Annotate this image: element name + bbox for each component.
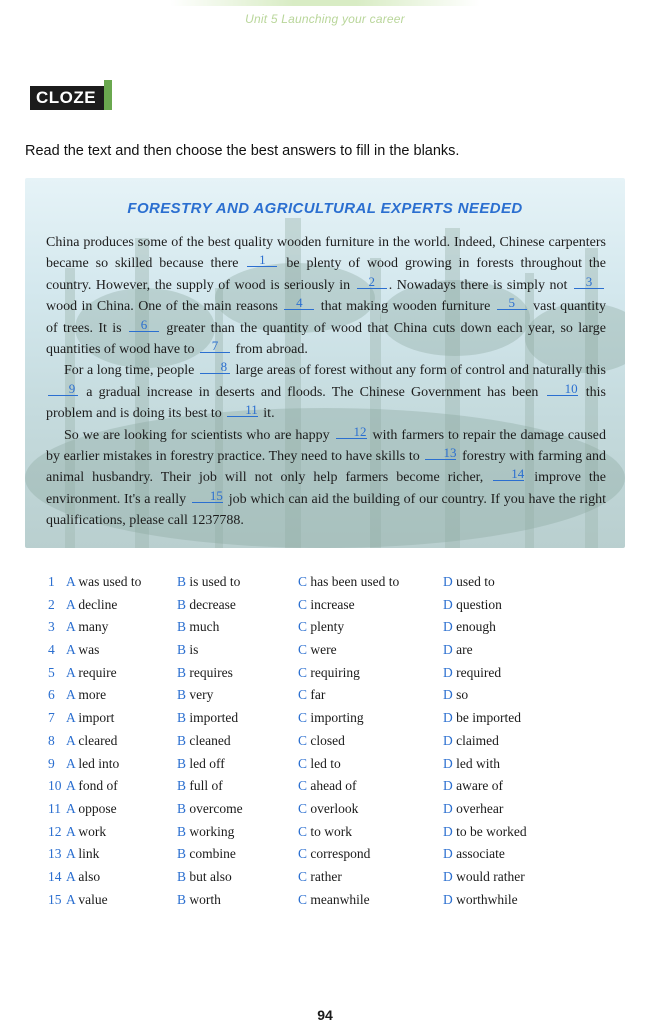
option-a[interactable] <box>66 824 106 840</box>
option-d[interactable] <box>443 801 503 817</box>
option-d[interactable] <box>443 687 468 703</box>
option-c[interactable] <box>298 642 337 658</box>
option-a[interactable] <box>66 869 100 885</box>
blank-4: 4 <box>284 297 314 310</box>
option-text: has been used to <box>310 574 400 589</box>
option-d[interactable] <box>443 869 525 885</box>
paragraph-2 <box>46 360 606 424</box>
option-letter: D <box>443 710 453 726</box>
option-letter: A <box>66 868 76 884</box>
option-letter: C <box>298 664 308 680</box>
option-text: value <box>78 891 108 907</box>
passage-body <box>46 232 606 532</box>
option-letter: B <box>177 732 187 748</box>
blank-13: 13 <box>425 447 456 460</box>
option-letter: D <box>443 596 453 612</box>
option-letter: B <box>177 642 187 658</box>
option-text: import <box>78 710 115 726</box>
option-letter: C <box>298 710 308 726</box>
question-number: 13 <box>48 846 62 862</box>
option-a[interactable] <box>66 778 118 794</box>
option-d[interactable] <box>443 756 500 772</box>
header-decoration <box>170 0 480 6</box>
option-text: were <box>310 642 337 658</box>
option-text: also <box>78 868 101 884</box>
option-text: be imported <box>456 710 521 726</box>
option-letter: B <box>177 868 187 884</box>
passage-text-segment: For a long time, people <box>64 363 195 379</box>
option-text: oppose <box>78 800 117 816</box>
blank-3: 3 <box>574 276 604 289</box>
option-b[interactable] <box>177 778 223 794</box>
option-c[interactable] <box>298 778 357 794</box>
option-b[interactable] <box>177 846 236 862</box>
option-text: led with <box>456 755 500 771</box>
passage-text-segment: . Nowadays there is simply not <box>388 277 568 293</box>
option-text: full of <box>189 778 223 794</box>
passage-text-segment: So we are looking for scientists who are happy <box>64 427 330 443</box>
option-letter: D <box>443 778 453 794</box>
option-text: overlook <box>310 800 359 816</box>
passage-text-segment: it. <box>263 406 275 422</box>
option-b[interactable] <box>177 619 219 635</box>
option-row <box>48 869 608 892</box>
option-text: much <box>189 619 220 635</box>
option-row <box>48 597 608 620</box>
option-row <box>48 733 608 756</box>
question-number: 6 <box>48 687 55 703</box>
option-a[interactable] <box>66 687 106 703</box>
blank-5: 5 <box>497 297 527 310</box>
option-text: was used to <box>78 574 142 589</box>
option-letter: C <box>298 823 308 839</box>
option-d[interactable] <box>443 778 503 794</box>
option-row <box>48 642 608 665</box>
option-row <box>48 824 608 847</box>
passage-text-segment: be plenty of wood growing in forests throughout the country. However, the supply of wood is seriously in <box>46 256 607 293</box>
option-c[interactable] <box>298 597 355 613</box>
option-letter: A <box>66 710 76 726</box>
option-row <box>48 619 608 642</box>
question-number: 11 <box>48 800 61 816</box>
passage-text-segment: China produces some of the best quality wooden furniture in the world. Indeed, Chinese carpenters became so skilled because there <box>46 235 606 272</box>
option-letter: B <box>177 710 187 726</box>
passage-text-segment: greater than the quantity of wood that China cuts down each year, so large quantities of wood have to <box>46 320 607 358</box>
option-text: link <box>78 846 100 862</box>
option-text: increase <box>310 596 355 612</box>
option-text: claimed <box>456 732 499 748</box>
option-letter: D <box>443 619 453 635</box>
option-c[interactable] <box>298 892 370 908</box>
page-number: 94 <box>317 1007 333 1023</box>
option-c[interactable] <box>298 756 341 772</box>
option-letter: C <box>298 846 308 862</box>
option-text: aware of <box>456 778 503 794</box>
option-letter: D <box>443 732 453 748</box>
cloze-badge <box>30 80 112 114</box>
option-d[interactable] <box>443 665 501 681</box>
option-letter: C <box>298 755 308 771</box>
option-letter: C <box>298 891 308 907</box>
option-letter: A <box>66 732 76 748</box>
option-text: far <box>310 687 326 703</box>
option-row <box>48 574 608 597</box>
option-letter: C <box>298 574 308 589</box>
option-text: work <box>78 823 107 839</box>
option-row <box>48 687 608 710</box>
option-c[interactable] <box>298 665 360 681</box>
passage-box <box>25 178 625 548</box>
option-letter: B <box>177 755 187 771</box>
option-text: overcome <box>189 800 243 816</box>
option-text: used to <box>456 574 495 589</box>
option-letter: B <box>177 664 187 680</box>
option-letter: A <box>66 664 76 680</box>
option-a[interactable] <box>66 892 108 908</box>
option-letter: D <box>443 755 453 771</box>
option-c[interactable] <box>298 574 399 590</box>
option-a[interactable] <box>66 597 117 613</box>
question-number: 7 <box>48 710 55 726</box>
blank-6: 6 <box>129 319 159 332</box>
question-number: 15 <box>48 891 62 907</box>
option-d[interactable] <box>443 733 499 749</box>
passage-text-segment: large areas of forest without any form of control and naturally this <box>235 363 606 379</box>
passage-text-segment: vast quantity of trees. It is <box>46 299 607 336</box>
option-d[interactable] <box>443 619 496 635</box>
question-number: 14 <box>48 868 62 884</box>
answer-options-list <box>48 574 608 914</box>
option-text: requires <box>189 664 233 680</box>
question-number: 5 <box>48 664 55 680</box>
option-text: more <box>78 687 107 703</box>
option-letter: D <box>443 642 453 658</box>
option-text: many <box>78 619 109 635</box>
option-letter: D <box>443 846 453 862</box>
option-row <box>48 756 608 779</box>
option-text: is used to <box>189 574 241 589</box>
option-c[interactable] <box>298 824 352 840</box>
option-letter: D <box>443 891 453 907</box>
unit-title: Unit 5 Launching your career <box>245 12 405 26</box>
blank-15: 15 <box>192 490 223 503</box>
option-row <box>48 846 608 869</box>
question-number: 4 <box>48 642 55 658</box>
option-c[interactable] <box>298 619 344 635</box>
option-b[interactable] <box>177 710 238 726</box>
option-letter: B <box>177 823 187 839</box>
option-b[interactable] <box>177 756 225 772</box>
passage-text-segment: this problem and is doing its best to <box>46 384 607 422</box>
option-text: importing <box>310 710 364 726</box>
blank-9: 9 <box>48 383 78 396</box>
blank-11: 11 <box>227 404 258 417</box>
option-text: was <box>78 642 100 658</box>
option-row <box>48 801 608 824</box>
option-b[interactable] <box>177 597 236 613</box>
option-text: enough <box>456 619 496 635</box>
option-letter: A <box>66 823 76 839</box>
passage-text-segment: a gradual increase in deserts and floods. The Chinese Government has been <box>86 384 539 400</box>
option-b[interactable] <box>177 869 232 885</box>
option-letter: D <box>443 664 453 680</box>
passage-text-segment: forestry with farming and animal husbandry. Their job will not only help farmers become richer, <box>46 449 607 486</box>
option-letter: A <box>66 596 76 612</box>
option-letter: C <box>298 687 308 703</box>
option-c[interactable] <box>298 733 345 749</box>
passage-text-segment: that making wooden furniture <box>320 299 491 315</box>
option-text: required <box>456 664 502 680</box>
option-a[interactable] <box>66 801 117 817</box>
option-text: led to <box>310 755 341 771</box>
option-letter: C <box>298 619 308 635</box>
option-a[interactable] <box>66 665 117 681</box>
option-row <box>48 778 608 801</box>
cloze-badge-accent <box>104 80 112 110</box>
option-row <box>48 710 608 733</box>
option-text: meanwhile <box>310 891 370 907</box>
option-a[interactable] <box>66 756 119 772</box>
passage-text-segment: with farmers to repair the damage caused by earlier mistakes in forestry practice. They need to have skills to <box>46 427 607 465</box>
option-text: associate <box>456 846 505 862</box>
option-letter: A <box>66 642 76 658</box>
option-letter: A <box>66 891 76 907</box>
question-number: 9 <box>48 755 55 771</box>
option-text: question <box>456 596 502 612</box>
option-letter: A <box>66 846 76 862</box>
option-c[interactable] <box>298 687 325 703</box>
option-letter: A <box>66 778 76 794</box>
option-text: to be worked <box>456 823 527 839</box>
cloze-badge-label: CLOZE <box>36 88 97 107</box>
option-text: require <box>78 664 117 680</box>
paragraph-1 <box>46 232 606 360</box>
option-letter: A <box>66 574 76 589</box>
option-letter: C <box>298 642 308 658</box>
option-letter: A <box>66 800 76 816</box>
option-letter: B <box>177 596 187 612</box>
option-letter: C <box>298 868 308 884</box>
option-text: correspond <box>310 846 371 862</box>
option-letter: B <box>177 574 187 589</box>
option-text: plenty <box>310 619 345 635</box>
blank-12: 12 <box>336 426 367 439</box>
option-letter: D <box>443 574 453 589</box>
passage-text-segment: wood in China. One of the main reasons <box>46 299 278 315</box>
blank-2: 2 <box>357 276 387 289</box>
option-text: would rather <box>456 868 525 884</box>
question-number: 10 <box>48 778 62 794</box>
option-b[interactable] <box>177 642 198 658</box>
option-a[interactable] <box>66 710 114 726</box>
option-row <box>48 665 608 688</box>
blank-8: 8 <box>200 361 230 374</box>
option-letter: A <box>66 687 76 703</box>
option-text: but also <box>189 868 232 884</box>
option-text: ahead of <box>310 778 357 794</box>
option-text: are <box>456 642 473 658</box>
option-d[interactable] <box>443 597 502 613</box>
option-text: decrease <box>189 596 236 612</box>
blank-7: 7 <box>200 340 230 353</box>
option-b[interactable] <box>177 824 234 840</box>
option-a[interactable] <box>66 574 141 590</box>
option-text: so <box>456 687 469 703</box>
option-letter: C <box>298 596 308 612</box>
passage-text-segment: improve the environment. It's a really <box>46 470 607 507</box>
option-b[interactable] <box>177 801 243 817</box>
option-c[interactable] <box>298 801 358 817</box>
option-letter: A <box>66 619 76 635</box>
option-text: requiring <box>310 664 360 680</box>
option-a[interactable] <box>66 642 99 658</box>
option-text: very <box>189 687 214 703</box>
option-d[interactable] <box>443 892 518 908</box>
option-letter: D <box>443 823 453 839</box>
option-text: decline <box>78 596 118 612</box>
question-number: 8 <box>48 732 55 748</box>
option-letter: C <box>298 732 308 748</box>
option-text: working <box>189 823 235 839</box>
option-text: overhear <box>456 800 504 816</box>
option-letter: A <box>66 755 76 771</box>
option-b[interactable] <box>177 733 231 749</box>
option-letter: D <box>443 868 453 884</box>
option-letter: B <box>177 800 187 816</box>
option-d[interactable] <box>443 642 473 658</box>
option-row <box>48 892 608 915</box>
option-b[interactable] <box>177 687 213 703</box>
option-text: worth <box>189 891 221 907</box>
option-letter: C <box>298 778 308 794</box>
option-letter: D <box>443 687 453 703</box>
option-text: combine <box>189 846 236 862</box>
option-text: imported <box>189 710 239 726</box>
option-text: rather <box>310 868 342 884</box>
blank-1: 1 <box>247 254 277 267</box>
option-letter: C <box>298 800 308 816</box>
option-d[interactable] <box>443 824 527 840</box>
option-text: led off <box>189 755 225 771</box>
option-letter: B <box>177 846 187 862</box>
option-a[interactable] <box>66 619 108 635</box>
question-number: 3 <box>48 619 55 635</box>
passage-title: FORESTRY AND AGRICULTURAL EXPERTS NEEDED <box>127 200 523 217</box>
option-text: is <box>189 642 199 658</box>
option-b[interactable] <box>177 665 233 681</box>
blank-10: 10 <box>547 383 578 396</box>
option-letter: B <box>177 687 187 703</box>
option-a[interactable] <box>66 733 117 749</box>
option-c[interactable] <box>298 869 342 885</box>
option-c[interactable] <box>298 710 364 726</box>
option-text: to work <box>310 823 353 839</box>
option-c[interactable] <box>298 846 370 862</box>
option-b[interactable] <box>177 574 240 590</box>
option-letter: B <box>177 619 187 635</box>
option-a[interactable] <box>66 846 99 862</box>
option-text: fond of <box>78 778 118 794</box>
option-d[interactable] <box>443 574 495 590</box>
option-text: cleared <box>78 732 118 748</box>
question-number: 1 <box>48 574 55 589</box>
option-letter: D <box>443 800 453 816</box>
option-d[interactable] <box>443 710 521 726</box>
option-text: led into <box>78 755 120 771</box>
option-text: cleaned <box>189 732 231 748</box>
option-letter: B <box>177 891 187 907</box>
option-d[interactable] <box>443 846 505 862</box>
option-text: worthwhile <box>456 891 518 907</box>
question-number: 12 <box>48 823 62 839</box>
option-letter: B <box>177 778 187 794</box>
option-b[interactable] <box>177 892 221 908</box>
paragraph-3 <box>46 425 606 532</box>
question-number: 2 <box>48 596 55 612</box>
blank-14: 14 <box>493 468 524 481</box>
passage-text-segment: job which can aid the building of our country. If you have the right qualifications, please call 1237788. <box>46 491 606 529</box>
option-text: closed <box>310 732 345 748</box>
instruction-text: Read the text and then choose the best answers to fill in the blanks. <box>25 143 460 159</box>
passage-text-segment: from abroad. <box>235 342 308 358</box>
